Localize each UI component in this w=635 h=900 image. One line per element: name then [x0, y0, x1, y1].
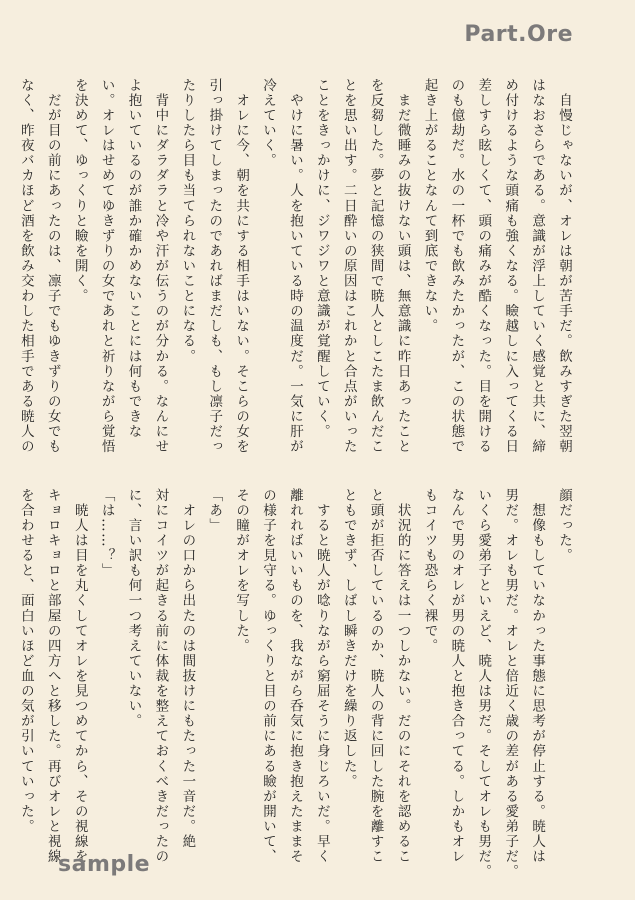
- text-line: 顔だった。: [556, 488, 572, 564]
- text-line: 背中にダラダラと冷や汗が伝うのが分かる。なんにせ: [152, 78, 169, 455]
- text-line: 男だ。オレも男だ。オレと倍近く歳の差がある愛弟子だ。: [502, 488, 519, 880]
- text-line: 冷えていく。: [260, 78, 277, 169]
- text-line: 引っ掛けてしまったのであればまだしも、もし凛子だっ: [206, 78, 223, 455]
- text-line: 「は……？」: [98, 488, 115, 579]
- text-line: と頭が拒否しているのか、暁人の背に回した腕を離すこ: [367, 488, 384, 865]
- text-line: ことをきっかけに、ジワジワと意識が覚醒していく。: [313, 78, 330, 440]
- text-line: に、言い訳も何一つ考えていない。: [125, 488, 142, 729]
- text-line: 離れればいいものを、我ながら呑気に抱き抱えたままそ: [286, 488, 303, 865]
- text-line: 「あ」: [206, 488, 223, 534]
- text-line: もコイツも恐らく裸で。: [421, 488, 438, 654]
- text-line: その瞳がオレを写した。: [233, 488, 250, 654]
- sample-watermark: sample: [58, 852, 151, 877]
- text-line: ともできず、しばし瞬きだけを繰り返した。: [340, 488, 357, 789]
- text-line: キョロキョロと部屋の四方へと移した。再びオレと視線: [44, 488, 61, 865]
- text-line: のも億劫だ。水の一杯でも飲みたかったが、この状態で: [448, 78, 465, 455]
- part-label: Part.Ore: [464, 22, 573, 47]
- text-line: 対にコイツが起きる前に体裁を整えておくべきだったの: [152, 488, 169, 865]
- text-line: 暁人は目を丸くしてオレを見つめてから、その視線を: [71, 488, 88, 865]
- text-line: とを思い出す。二日酔いの原因はこれかと合点がいった: [340, 78, 357, 455]
- text-line: を反芻した。夢と記憶の狭間で暁人としこたま飲んだこ: [367, 78, 384, 455]
- text-line: オレに今、朝を共にする相手はいない。そこらの女を: [233, 78, 250, 455]
- text-line: はなおさらである。意識が浮上していく感覚と共に、締: [529, 78, 546, 455]
- text-line: すると暁人が唸りながら窮屈そうに身じろいだ。早く: [313, 488, 330, 865]
- text-line: 起き上がることなんて到底できない。: [421, 78, 438, 334]
- text-line: 想像もしていなかった事態に思考が停止する。暁人は: [529, 488, 546, 865]
- text-line: の様子を見守る。ゆっくりと目の前にある瞼が開いて、: [260, 488, 277, 865]
- text-line: いくら愛弟子といえど、暁人は男だ。そしてオレも男だ。: [475, 488, 492, 880]
- text-line: 状況的に答えは一つしかない。だのにそれを認めるこ: [394, 488, 411, 865]
- text-line: まだ微睡みの抜けない頭は、無意識に昨日あったこと: [394, 78, 411, 455]
- text-line: よ抱いているのが誰か確かめないことには何もできな: [125, 78, 142, 440]
- text-line: やけに暑い。人を抱いている時の温度だ。一気に肝が: [286, 78, 303, 455]
- text-line: オレの口から出たのは間抜けにもたった一音だ。絶: [179, 488, 196, 850]
- text-line: だが目の前にあったのは、凛子でもゆきずりの女でも: [44, 78, 61, 455]
- text-line: なんで男のオレが男の暁人と抱き合ってる。しかもオレ: [448, 488, 465, 865]
- text-line: を合わせると、面白いほど血の気が引いていった。: [17, 488, 34, 835]
- text-line: 差しすら眩しくて、頭の痛みが酷くなった。目を開ける: [475, 78, 492, 455]
- text-line: なく、昨夜バカほど酒を飲み交わした相手である暁人の: [17, 78, 34, 455]
- text-line: を決めて、ゆっくりと瞼を開く。: [71, 78, 88, 304]
- text-block-top: [17, 78, 577, 460]
- text-line: たりしたら目も当てられないことになる。: [179, 78, 196, 364]
- text-line: 自慢じゃないが、オレは朝が苦手だ。飲みすぎた翌朝: [556, 78, 572, 455]
- text-line: め付けるような頭痛も強くなる。瞼越しに入ってくる日: [502, 78, 519, 455]
- text-line: い。オレはせめてゆきずりの女であれと祈りながら覚悟: [98, 78, 115, 455]
